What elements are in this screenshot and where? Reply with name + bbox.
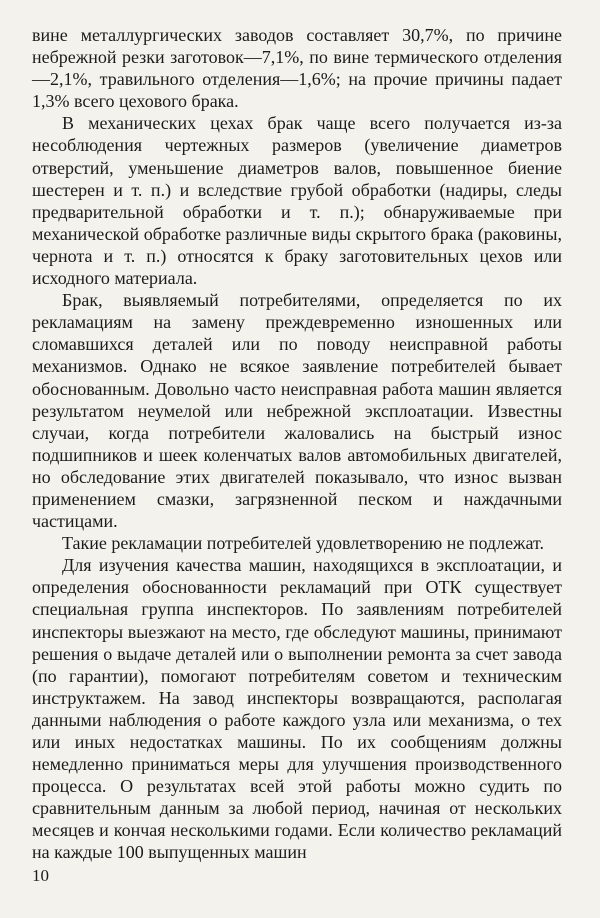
page-body: [32, 24, 562, 904]
paragraph-3: Брак, выявляемый потребителями, определяется по их рекламациям на замену преждевременно изношенных или сломавшихся деталей или по поводу неисправной работы механизмов. Однако не всякое заявление потребителей бывает обоснованным. Довольно часто неисправная работа машин является результатом неумелой или небрежной эксплоатации. Известны случаи, когда потребители жаловались на быстрый износ подшипников и шеек коленчатых валов автомобильных двигателей, но обследование этих двигателей показывало, что износ вызван применением смазки, загрязненной песком и наждачными частицами.: [32, 290, 562, 532]
paragraph-1: вине металлургических заводов составляет 30,7%, по причине небрежной резки заготовок—7,1%, по вине термического отделения—2,1%, травильного отделения—1,6%; на прочие причины падает 1,3% всего цехового брака.: [32, 25, 562, 112]
paragraph-2: В механических цехах брак чаще всего получается из-за несоблюдения чертежных размеров (увеличение диаметров отверстий, уменьшение диаметров валов, повышенное биение шестерен и т. п.) и вследствие грубой обработки (надиры, следы предварительной обработки и т. п.); обнаруживаемые при механической обработке различные виды скрытого брака (раковины, чернота и т. п.) относятся к браку заготовительных цехов или исходного материала.: [32, 113, 562, 289]
paragraph-5: Для изучения качества машин, находящихся в эксплоатации, и определения обоснованности рекламаций при ОТК существует специальная группа инспекторов. По заявлениям потребителей инспекторы выезжают на место, где обследуют машины, принимают решения о выдаче деталей или о выполнении ремонта за счет завода (по гарантии), помогают потребителям советом и техническим инструктажем. На завод инспекторы возвращаются, располагая данными наблюдения о работе каждого узла или механизма, о тех или иных недостатках машины. По их сообщениям должны немедленно приниматься меры для улучшения производственного процесса. О результатах всей этой работы можно судить по сравнительным данным за любой период, начиная от нескольких месяцев и кончая несколькими годами. Если количество рекламаций на каждые 100 выпущенных машин: [32, 555, 562, 863]
page-number: 10: [32, 866, 49, 885]
paragraph-4: Такие рекламации потребителей удовлетворению не подлежат.: [62, 533, 545, 554]
